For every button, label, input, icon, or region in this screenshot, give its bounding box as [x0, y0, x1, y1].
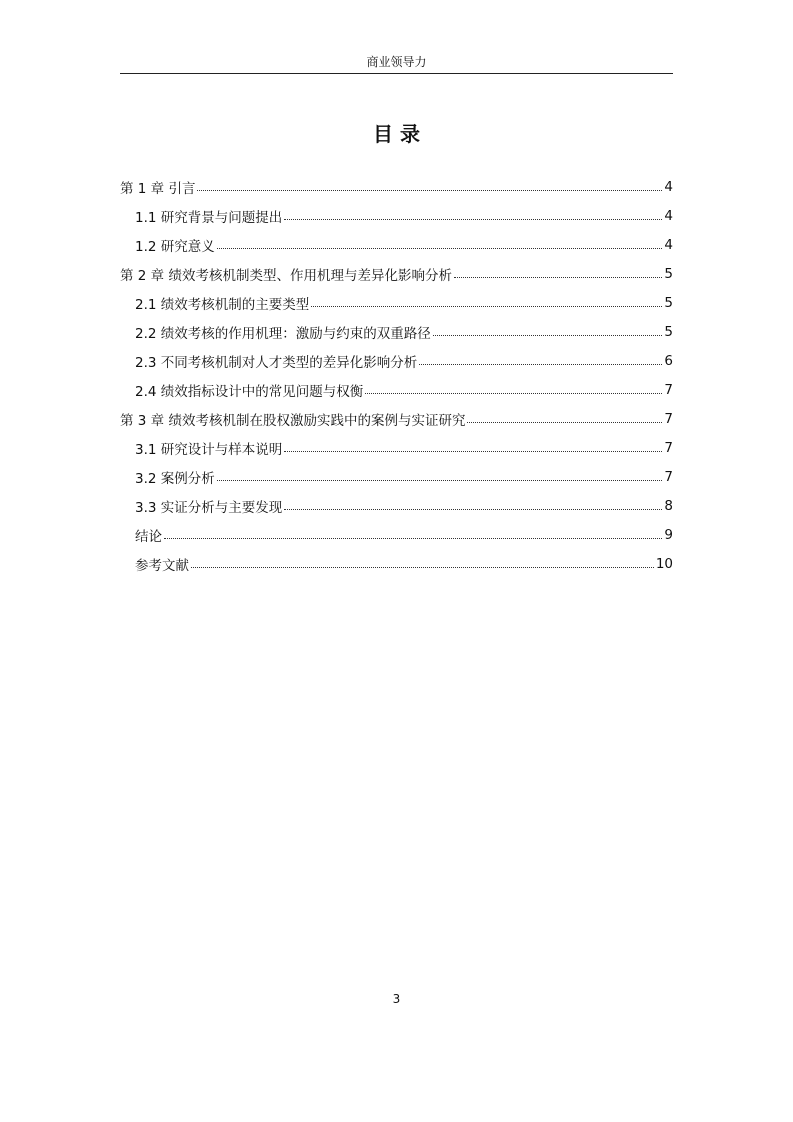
header-divider — [120, 73, 673, 74]
toc-entry-page: 7 — [664, 381, 673, 398]
toc-entry-page: 5 — [664, 265, 673, 282]
toc-entry[interactable] — [120, 462, 673, 491]
toc-entry-text: 结论 — [135, 528, 162, 545]
page-number: 3 — [392, 992, 401, 1006]
toc-entry-page: 4 — [664, 207, 673, 224]
toc-entry[interactable] — [120, 346, 673, 375]
toc-entry-text: 3.3 实证分析与主要发现 — [135, 499, 283, 516]
table-of-contents — [120, 172, 673, 578]
dot-leader — [217, 248, 663, 249]
toc-entry[interactable] — [120, 230, 673, 259]
toc-entry-text: 参考文献 — [135, 557, 189, 574]
toc-entry-text: 2.3 不同考核机制对人才类型的差异化影响分析 — [135, 354, 418, 371]
dot-leader — [467, 422, 662, 423]
dot-leader — [284, 451, 662, 452]
dot-leader — [454, 277, 662, 278]
toc-entry-text: 第 2 章 绩效考核机制类型、作用机理与差异化影响分析 — [120, 267, 452, 284]
toc-entry-page: 4 — [664, 178, 673, 195]
dot-leader — [284, 509, 662, 510]
toc-entry-page: 5 — [664, 294, 673, 311]
toc-entry-text: 2.2 绩效考核的作用机理：激励与约束的双重路径 — [135, 325, 431, 342]
dot-leader — [197, 190, 662, 191]
toc-entry-page: 4 — [664, 236, 673, 253]
toc-entry-text: 2.4 绩效指标设计中的常见问题与权衡 — [135, 383, 364, 400]
toc-entry[interactable] — [120, 520, 673, 549]
dot-leader — [217, 480, 663, 481]
toc-entry[interactable] — [120, 404, 673, 433]
toc-entry-page: 5 — [664, 323, 673, 340]
toc-entry[interactable] — [120, 433, 673, 462]
dot-leader — [365, 393, 662, 394]
toc-entry-text: 2.1 绩效考核机制的主要类型 — [135, 296, 310, 313]
toc-entry-text: 1.1 研究背景与问题提出 — [135, 209, 283, 226]
dot-leader — [284, 219, 662, 220]
toc-entry-page: 9 — [664, 526, 673, 543]
toc-entry[interactable] — [120, 201, 673, 230]
dot-leader — [311, 306, 662, 307]
toc-entry-page: 6 — [664, 352, 673, 369]
toc-entry[interactable] — [120, 172, 673, 201]
toc-entry-text: 3.1 研究设计与样本说明 — [135, 441, 283, 458]
dot-leader — [419, 364, 662, 365]
toc-entry[interactable] — [120, 317, 673, 346]
dot-leader — [164, 538, 662, 539]
toc-entry[interactable] — [120, 259, 673, 288]
toc-entry-text: 1.2 研究意义 — [135, 238, 215, 255]
dot-leader — [433, 335, 663, 336]
dot-leader — [191, 567, 654, 568]
page-header: 商业领导力 — [366, 55, 427, 69]
toc-entry-page: 7 — [664, 410, 673, 427]
toc-entry-text: 第 3 章 绩效考核机制在股权激励实践中的案例与实证研究 — [120, 412, 466, 429]
toc-entry[interactable] — [120, 549, 673, 578]
toc-entry-page: 7 — [664, 439, 673, 456]
toc-entry[interactable] — [120, 375, 673, 404]
toc-entry[interactable] — [120, 491, 673, 520]
toc-entry-page: 7 — [664, 468, 673, 485]
toc-entry[interactable] — [120, 288, 673, 317]
toc-entry-text: 第 1 章 引言 — [120, 180, 196, 197]
toc-entry-page: 10 — [655, 555, 673, 572]
toc-entry-text: 3.2 案例分析 — [135, 470, 215, 487]
toc-entry-page: 8 — [664, 497, 673, 514]
toc-title: 目 录 — [373, 122, 420, 146]
